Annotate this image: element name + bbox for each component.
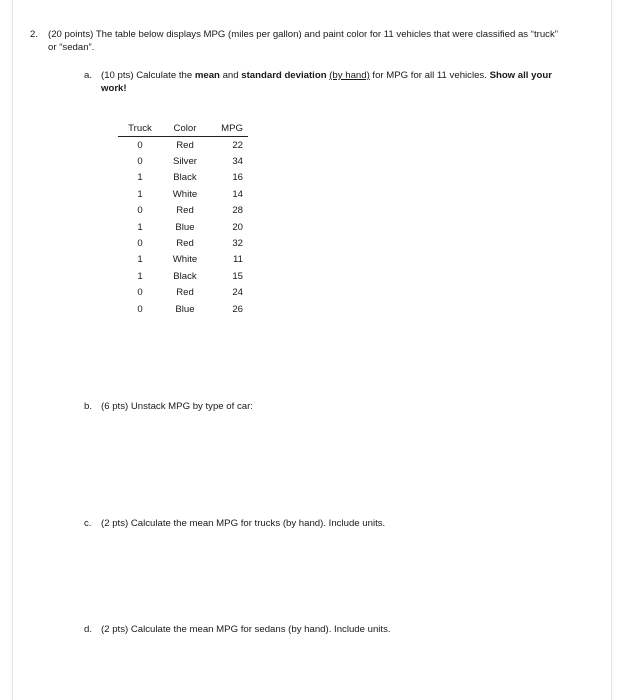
cell-truck: 0 <box>137 205 143 217</box>
question-number: 2. <box>30 29 39 40</box>
cell-color: Red <box>176 287 194 299</box>
part-c-letter: c. <box>84 518 92 529</box>
cell-mpg: 15 <box>232 270 243 282</box>
table-row <box>118 252 248 268</box>
table-row <box>118 170 248 186</box>
cell-color: White <box>172 188 198 200</box>
part-a-letter: a. <box>84 70 93 81</box>
cell-color: Red <box>176 139 194 151</box>
mpg-table <box>118 122 248 317</box>
part-a-prefix: (10 pts) Calculate the <box>101 70 195 81</box>
part-a-text <box>101 69 561 95</box>
question-intro-text: The table below displays MPG (miles per gallon) and paint color for 11 vehicles that were classified as “truck” or “sedan”. <box>48 29 558 53</box>
part-a-suffix: for MPG for all 11 vehicles. <box>369 70 490 81</box>
cell-truck: 0 <box>137 238 143 250</box>
part-a-and: and <box>219 70 242 81</box>
cell-color: Black <box>173 172 197 184</box>
part-b-letter: b. <box>84 401 93 412</box>
part-a-show-work: Show all your work! <box>101 70 552 94</box>
cell-color: Red <box>176 205 194 217</box>
part-a-sd: standard deviation <box>241 70 327 81</box>
cell-truck: 1 <box>137 172 143 184</box>
part-d-letter: d. <box>84 624 93 635</box>
cell-truck: 1 <box>137 188 143 200</box>
cell-mpg: 32 <box>232 238 243 250</box>
cell-mpg: 11 <box>233 254 243 266</box>
cell-truck: 1 <box>137 254 143 266</box>
table-row <box>118 301 248 317</box>
header-color: Color <box>162 122 208 137</box>
cell-truck: 1 <box>137 221 143 233</box>
cell-truck: 0 <box>137 139 143 151</box>
cell-color: Silver <box>173 156 197 168</box>
cell-mpg: 28 <box>232 205 243 217</box>
table-header-row <box>118 122 248 137</box>
cell-truck: 0 <box>137 303 143 315</box>
cell-mpg: 26 <box>232 303 243 315</box>
header-mpg: MPG <box>208 122 248 137</box>
cell-color: Blue <box>175 303 195 315</box>
cell-color: Red <box>176 238 194 250</box>
part-c-text: (2 pts) Calculate the mean MPG for trucks (by hand). Include units. <box>101 518 386 529</box>
question-intro <box>48 28 568 54</box>
cell-color: Blue <box>175 221 195 233</box>
cell-mpg: 14 <box>232 188 243 200</box>
table-row <box>118 153 248 169</box>
cell-mpg: 16 <box>232 172 243 184</box>
question-points: (20 points) <box>48 29 94 40</box>
part-b-text: (6 pts) Unstack MPG by type of car: <box>101 401 253 412</box>
cell-truck: 1 <box>137 270 143 282</box>
cell-mpg: 22 <box>232 139 243 151</box>
cell-color: White <box>172 254 198 266</box>
table-row <box>118 186 248 202</box>
part-d-text: (2 pts) Calculate the mean MPG for sedans (by hand). Include units. <box>101 624 391 635</box>
cell-truck: 0 <box>137 287 143 299</box>
cell-truck: 0 <box>137 156 143 168</box>
cell-mpg: 24 <box>232 287 243 299</box>
part-a-mean: mean <box>194 70 220 81</box>
table-row <box>118 268 248 284</box>
cell-color: Black <box>173 270 197 282</box>
table-row <box>118 137 248 154</box>
table-row <box>118 203 248 219</box>
table-row <box>118 285 248 301</box>
table-body <box>118 137 248 318</box>
header-truck: Truck <box>118 122 162 137</box>
table-row <box>118 235 248 251</box>
part-a-by-hand: (by hand) <box>329 70 370 81</box>
page <box>12 0 612 700</box>
cell-mpg: 34 <box>232 156 243 168</box>
cell-mpg: 20 <box>232 221 243 233</box>
table-row <box>118 219 248 235</box>
